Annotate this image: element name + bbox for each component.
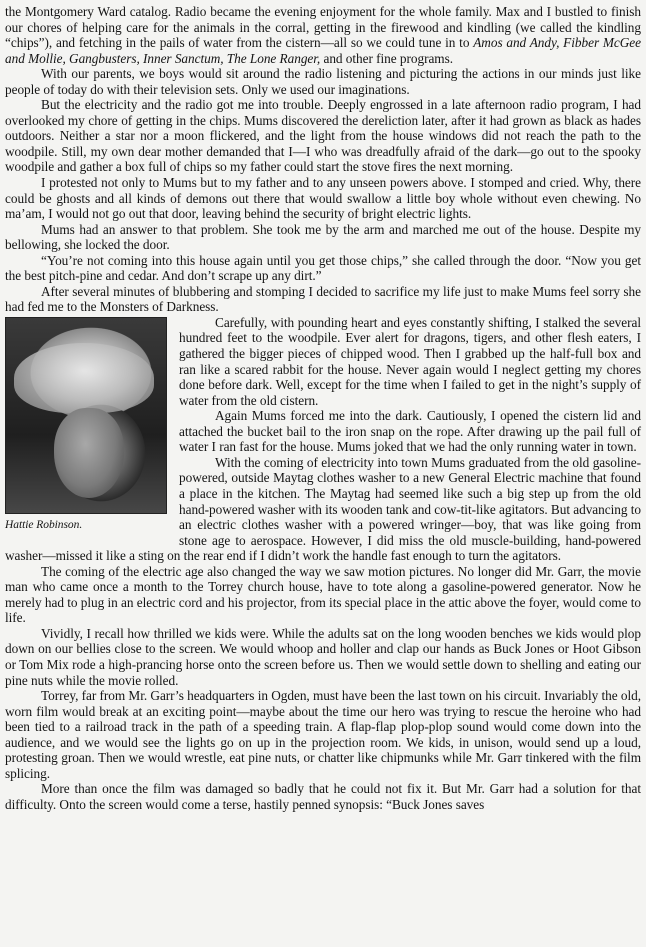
text-run: But the electricity and the radio got me into trouble. Deeply engrossed in a late afternoon radio program, I had overlooked my chore of getting in the chips. Mums discovered the dereliction later, after it had grown as black as hades outdoors. Neither a star nor a moon flickered, and the light from the house windows did not reach the path to the woodpile. Still, my own dear mother demanded that I—I who was dreadfully afraid of the dark—go out to the spooky woodpile and gather a box full of chips so my father could start the stove fires the next morning. <box>5 97 641 175</box>
paragraph-13 <box>5 688 641 781</box>
text-run: Vividly, I recall how thrilled we kids were. While the adults sat on the long wooden benches we kids would plop down on our bellies close to the screen. We would whoop and holler and clap our hands as Buck Jones or Hoot Gibson or Tom Mix rode a high-prancing horse onto the screen before us. Then we would settle down to shelling and eating our pine nuts while the movie rolled. <box>5 625 641 688</box>
text-run: Amos and Andy, Fibber McGee and Mollie, Gangbusters, Inner Sanctum, The Lone Ranger, <box>5 35 641 66</box>
paragraph-1 <box>5 4 641 66</box>
text-run: “You’re not coming into this house again until you get those chips,” she called through the door. “Now you get the best pitch-pine and cedar. And don’t scrape up any dirt.” <box>5 252 641 284</box>
text-run: Torrey, far from Mr. Garr’s headquarters in Ogden, must have been the last town on his circuit. Invariably the old, worn film would break at an exciting point—maybe about the time our hero was trying to rescue the heroine who had been tied to a railroad track in the path of a speeding train. A flap-flap plop-plop sound would come down into the audience, and we would see the lights go on up in the projection room. We kids, in unison, would send up a loud, protesting groan. Then we would wrestle, eat pine nuts, or chatter like chipmunks while Mr. Garr tinkered with the film splicing. <box>5 688 641 781</box>
paragraph-12 <box>5 626 641 688</box>
text-run: The coming of the electric age also changed the way we saw motion pictures. No longer did Mr. Garr, the movie man who came once a month to the Torrey church house, have to tote along a gasoline-powered generator. Now he merely had to plug in an electric cord and his projector, from its special place in the attic above the foyer, would come to life. <box>5 563 641 626</box>
text-run: Mums had an answer to that problem. She took me by the arm and marched me out of the house. Despite my bellowing, she locked the door. <box>5 221 641 253</box>
text-run: After several minutes of blubbering and stomping I decided to sacrifice my life just to make Mums feel sorry she had fed me to the Monsters of Darkness. <box>5 283 641 315</box>
text-run: Carefully, with pounding heart and eyes constantly shifting, I stalked the several hundred feet to the woodpile. Ever alert for dragons, tigers, and other flesh eaters, I gathered the bigger pieces of chipped wood. Then I grabbed up the half-full box and ran like a scared rabbit for the house. Never again would I neglect getting my chores done before dark. Well, except for the time when I failed to get in the night’s supply of water from the old cistern. <box>179 314 641 408</box>
text-run: More than once the film was damaged so badly that he could not fix it. But Mr. Garr had a solution for that difficulty. Onto the screen would come a terse, hastily penned synopsis: “Buck Jones saves <box>5 781 641 812</box>
text-run: the Montgomery Ward catalog. Radio became the evening enjoyment for the whole family. Max and I bustled to finish our chores of helping care for the animals in the corral, getting in the firewood and kindling (we called the kindling “chips”), and fetching in the pails of water from the cistern—all so we could tune in to <box>5 4 641 51</box>
paragraph-6 <box>5 253 641 284</box>
paragraph-4 <box>5 175 641 222</box>
paragraph-7 <box>5 284 641 315</box>
photo-figure <box>5 317 173 534</box>
paragraph-2 <box>5 66 641 97</box>
text-run: With the coming of electricity into town Mums graduated from the old gasoline-powered, outside Maytag clothes washer to a new General Electric machine that found a place in the kitchen. The Maytag had seemed like such a big step up from the old hand-powered washer with its wooden tank and cow-tit-like agitators. But advancing to an electric clothes washer with a powered wringer—boy, that was like going from stone age to aerospace. However, I did miss the old muscle-building, hand-powered washer—missed it like a sting on the rear end if I didn’t work the handle fast enough to turn the agitators. <box>5 454 641 564</box>
text-run: and other fine programs. <box>320 50 453 66</box>
photo-caption: Hattie Robinson. <box>5 518 83 531</box>
photo-face-shape <box>54 408 124 498</box>
paragraph-5 <box>5 222 641 253</box>
paragraph-14 <box>5 781 641 812</box>
text-run: Again Mums forced me into the dark. Cautiously, I opened the cistern lid and attached the bucket bail to the iron snap on the rope. After drawing up the pail full of water I ran fast for the house. Mums joked that we had the only running water in town. <box>179 408 641 455</box>
text-run: With our parents, we boys would sit around the radio listening and picturing the actions in our minds just like people of today do with their television sets. Only we used our imaginations. <box>5 66 641 97</box>
portrait-photo <box>5 317 167 514</box>
text-run: I protested not only to Mums but to my father and to any unseen powers above. I stomped and cried. Why, there could be ghosts and all kinds of demons out there that would swallow a little boy whole without even chewing. No ma’am, I would not go out that door, leaving behind the security of bright electric lights. <box>5 175 641 222</box>
photo-hat-shape <box>14 343 154 413</box>
paragraph-11 <box>5 564 641 626</box>
paragraph-3 <box>5 97 641 175</box>
